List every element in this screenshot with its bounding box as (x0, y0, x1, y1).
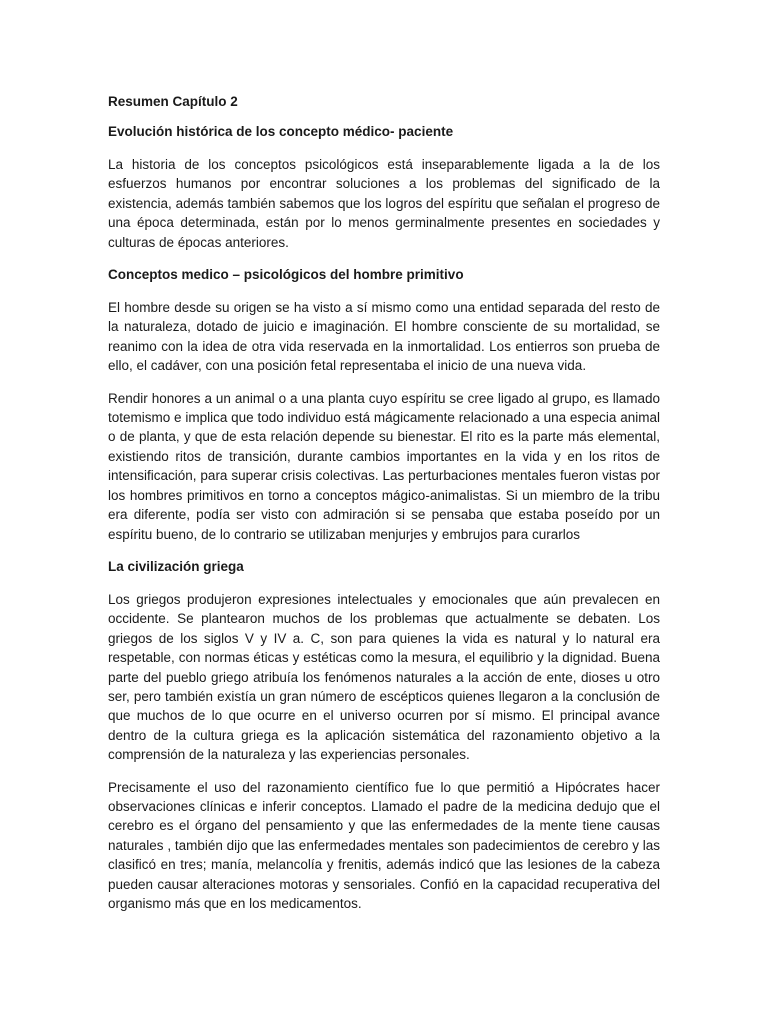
paragraph: Precisamente el uso del razonamiento científico fue lo que permitió a Hipócrates hacer observaciones clínicas e inferir conceptos. Llamado el padre de la medicina dedujo que el cerebro es el órgano del pensamiento y que las enfermedades de la mente tiene causas naturales , también dijo que las enfermedades mentales son padecimientos de cerebro y las clasificó en tres; manía, melancolía y frenitis, además indicó que las lesiones de la cabeza pueden causar alteraciones motoras y sensoriales. Confió en la capacidad recuperativa del organismo más que en los medicamentos. (108, 779, 660, 911)
document-title: Resumen Capítulo 2 (108, 94, 238, 109)
section-hombre-primitivo (108, 265, 660, 544)
section-heading: Conceptos medico – psicológicos del hombre primitivo (108, 267, 464, 283)
paragraph: La historia de los conceptos psicológicos está inseparablemente ligada a la de los esfuerzos humanos por encontrar soluciones a los problemas del significado de la existencia, además también sabemos que los logros del espíritu que señalan el progreso de una época determinada, están por lo menos germinalmente presentes en sociedades y culturas de épocas anteriores. (108, 157, 660, 250)
section-heading: Evolución histórica de los concepto médico- paciente (108, 124, 454, 139)
paragraph: Los griegos produjeron expresiones intelectuales y emocionales que aún prevalecen en occidente. Se plantearon muchos de los problemas que actualmente se debaten. Los griegos de los siglos V y IV a. C, son para quienes la vida es natural y lo natural era respetable, con normas éticas y estéticas como la mesura, el equilibrio y la dignidad. Buena parte del pueblo griego atribuía los fenómenos naturales a la acción de ente, dioses u otro ser, pero también existía un gran número de escépticos quienes llegaron a la conclusión de que muchos de lo que ocurre en el universo ocurren por sí mismo. El principal avance dentro de la cultura griega es la aplicación sistemática del razonamiento objetivo a la comprensión de la naturaleza y las experiencias personales. (108, 591, 660, 763)
paragraph: El hombre desde su origen se ha visto a sí mismo como una entidad separada del resto de la naturaleza, dotado de juicio e imaginación. El hombre consciente de su mortalidad, se reanimo con la idea de otra vida reservada en la inmortalidad. Los entierros son prueba de ello, el cadáver, con una posición fetal representaba el inicio de una nueva vida. (108, 300, 660, 374)
section-evolucion-historica (108, 122, 660, 252)
paragraph: Rendir honores a un animal o a una planta cuyo espíritu se cree ligado al grupo, es llamado totemismo e implica que todo individuo está mágicamente relacionado a una especia animal o de planta, y que de esta relación depende su bienestar. El rito es la parte más elemental, existiendo ritos de transición, durante cambios importantes en la vida y en los ritos de intensificación, para superar crisis colectivas. Las perturbaciones mentales fueron vistas por los hombres primitivos en torno a conceptos mágico-animalistas. Si un miembro de la tribu era diferente, podía ser visto con admiración si se pensaba que estaba poseído por un espíritu bueno, de lo contrario se utilizaban menjurjes y embrujos para curarlos (108, 390, 660, 542)
section-civilizacion-griega (108, 557, 660, 914)
section-heading: La civilización griega (108, 558, 244, 574)
